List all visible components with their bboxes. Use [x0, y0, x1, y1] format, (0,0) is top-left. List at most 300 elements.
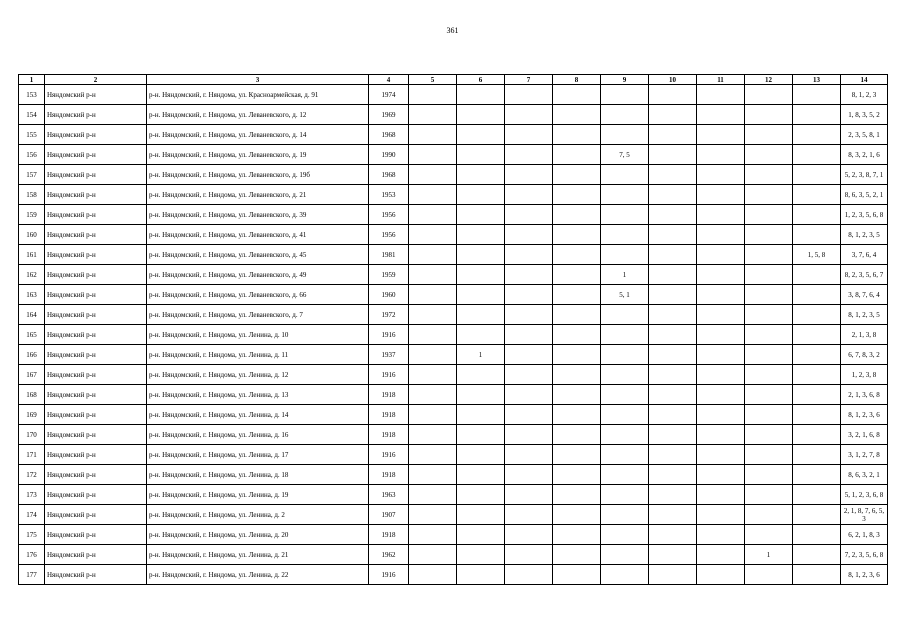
cell-col-13 [793, 425, 841, 445]
cell-col-10 [649, 305, 697, 325]
address-cell: р-н. Няндомский, г. Няндома, ул. Ленина, д. 13 [147, 385, 369, 405]
cell-col-6 [457, 305, 505, 325]
year-cell: 1918 [369, 425, 409, 445]
column-header-12: 12 [745, 75, 793, 85]
cell-col-5 [409, 225, 457, 245]
codes-cell: 6, 2, 1, 8, 3 [841, 525, 888, 545]
district-cell: Няндомский р-н [45, 345, 147, 365]
table-row [19, 325, 888, 345]
cell-col-6 [457, 425, 505, 445]
cell-col-13 [793, 325, 841, 345]
cell-col-5 [409, 525, 457, 545]
cell-col-8 [553, 485, 601, 505]
district-cell: Няндомский р-н [45, 265, 147, 285]
codes-cell: 1, 8, 3, 5, 2 [841, 105, 888, 125]
district-cell: Няндомский р-н [45, 125, 147, 145]
row-number-cell: 156 [19, 145, 45, 165]
cell-col-11 [697, 245, 745, 265]
cell-col-11 [697, 105, 745, 125]
cell-col-11 [697, 145, 745, 165]
cell-col-7 [505, 565, 553, 585]
cell-col-13 [793, 445, 841, 465]
row-number-cell: 171 [19, 445, 45, 465]
cell-col-11 [697, 565, 745, 585]
cell-col-12 [745, 185, 793, 205]
codes-cell: 2, 1, 3, 8 [841, 325, 888, 345]
cell-col-8 [553, 265, 601, 285]
cell-col-6: 1 [457, 345, 505, 365]
cell-col-8 [553, 345, 601, 365]
cell-col-8 [553, 125, 601, 145]
cell-col-12 [745, 225, 793, 245]
year-cell: 1959 [369, 265, 409, 285]
cell-col-9 [601, 405, 649, 425]
address-cell: р-н. Няндомский, г. Няндома, ул. Красноармейская, д. 91 [147, 85, 369, 105]
cell-col-5 [409, 325, 457, 345]
cell-col-13 [793, 205, 841, 225]
cell-col-6 [457, 545, 505, 565]
address-cell: р-н. Няндомский, г. Няндома, ул. Ленина, д. 18 [147, 465, 369, 485]
address-cell: р-н. Няндомский, г. Няндома, ул. Леваневского, д. 19 [147, 145, 369, 165]
column-header-13: 13 [793, 75, 841, 85]
address-cell: р-н. Няндомский, г. Няндома, ул. Ленина, д. 20 [147, 525, 369, 545]
codes-cell: 2, 3, 5, 8, 1 [841, 125, 888, 145]
column-header-11: 11 [697, 75, 745, 85]
cell-col-11 [697, 445, 745, 465]
district-cell: Няндомский р-н [45, 525, 147, 545]
cell-col-8 [553, 525, 601, 545]
cell-col-8 [553, 245, 601, 265]
row-number-cell: 157 [19, 165, 45, 185]
cell-col-5 [409, 105, 457, 125]
cell-col-13 [793, 525, 841, 545]
row-number-cell: 161 [19, 245, 45, 265]
table-row [19, 425, 888, 445]
cell-col-9 [601, 85, 649, 105]
row-number-cell: 154 [19, 105, 45, 125]
year-cell: 1956 [369, 225, 409, 245]
cell-col-11 [697, 345, 745, 365]
cell-col-6 [457, 225, 505, 245]
year-cell: 1916 [369, 445, 409, 465]
row-number-cell: 167 [19, 365, 45, 385]
year-cell: 1907 [369, 505, 409, 525]
year-cell: 1968 [369, 165, 409, 185]
cell-col-13 [793, 225, 841, 245]
header-row [19, 75, 888, 85]
codes-cell: 5, 1, 2, 3, 6, 8 [841, 485, 888, 505]
cell-col-9 [601, 565, 649, 585]
cell-col-13 [793, 345, 841, 365]
cell-col-5 [409, 365, 457, 385]
codes-cell: 1, 2, 3, 8 [841, 365, 888, 385]
cell-col-11 [697, 485, 745, 505]
cell-col-6 [457, 145, 505, 165]
codes-cell: 8, 1, 2, 3, 6 [841, 405, 888, 425]
codes-cell: 8, 3, 2, 1, 6 [841, 145, 888, 165]
address-cell: р-н. Няндомский, г. Няндома, ул. Ленина, д. 19 [147, 485, 369, 505]
cell-col-12 [745, 125, 793, 145]
cell-col-9 [601, 385, 649, 405]
address-cell: р-н. Няндомский, г. Няндома, ул. Леваневского, д. 45 [147, 245, 369, 265]
address-cell: р-н. Няндомский, г. Няндома, ул. Леваневского, д. 41 [147, 225, 369, 245]
cell-col-8 [553, 405, 601, 425]
cell-col-11 [697, 385, 745, 405]
column-header-7: 7 [505, 75, 553, 85]
cell-col-8 [553, 445, 601, 465]
cell-col-11 [697, 165, 745, 185]
table-row [19, 545, 888, 565]
cell-col-12 [745, 465, 793, 485]
row-number-cell: 165 [19, 325, 45, 345]
table-row [19, 185, 888, 205]
cell-col-10 [649, 245, 697, 265]
cell-col-7 [505, 305, 553, 325]
cell-col-7 [505, 505, 553, 525]
cell-col-12 [745, 85, 793, 105]
district-cell: Няндомский р-н [45, 145, 147, 165]
row-number-cell: 153 [19, 85, 45, 105]
table-row [19, 285, 888, 305]
cell-col-9 [601, 345, 649, 365]
cell-col-9 [601, 465, 649, 485]
district-cell: Няндомский р-н [45, 85, 147, 105]
table-row [19, 345, 888, 365]
row-number-cell: 159 [19, 205, 45, 225]
cell-col-11 [697, 225, 745, 245]
cell-col-8 [553, 165, 601, 185]
cell-col-11 [697, 285, 745, 305]
cell-col-13 [793, 485, 841, 505]
row-number-cell: 177 [19, 565, 45, 585]
cell-col-10 [649, 425, 697, 445]
cell-col-5 [409, 185, 457, 205]
cell-col-7 [505, 105, 553, 125]
table-row [19, 165, 888, 185]
cell-col-5 [409, 205, 457, 225]
cell-col-7 [505, 265, 553, 285]
cell-col-5 [409, 465, 457, 485]
codes-cell: 8, 1, 2, 3 [841, 85, 888, 105]
cell-col-8 [553, 105, 601, 125]
district-cell: Няндомский р-н [45, 225, 147, 245]
cell-col-7 [505, 365, 553, 385]
row-number-cell: 172 [19, 465, 45, 485]
table-row [19, 145, 888, 165]
codes-cell: 2, 1, 8, 7, 6, 5, 3 [841, 505, 888, 525]
cell-col-8 [553, 365, 601, 385]
cell-col-13 [793, 465, 841, 485]
column-header-2: 2 [45, 75, 147, 85]
table-row [19, 445, 888, 465]
year-cell: 1960 [369, 285, 409, 305]
cell-col-12 [745, 205, 793, 225]
cell-col-6 [457, 125, 505, 145]
cell-col-10 [649, 225, 697, 245]
address-cell: р-н. Няндомский, г. Няндома, ул. Леваневского, д. 66 [147, 285, 369, 305]
table-row [19, 265, 888, 285]
cell-col-9 [601, 505, 649, 525]
column-header-8: 8 [553, 75, 601, 85]
codes-cell: 1, 2, 3, 5, 6, 8 [841, 205, 888, 225]
district-cell: Няндомский р-н [45, 465, 147, 485]
address-cell: р-н. Няндомский, г. Няндома, ул. Леваневского, д. 7 [147, 305, 369, 325]
column-header-5: 5 [409, 75, 457, 85]
cell-col-13 [793, 105, 841, 125]
cell-col-7 [505, 285, 553, 305]
cell-col-10 [649, 145, 697, 165]
cell-col-7 [505, 145, 553, 165]
cell-col-8 [553, 385, 601, 405]
address-cell: р-н. Няндомский, г. Няндома, ул. Ленина, д. 10 [147, 325, 369, 345]
address-cell: р-н. Няндомский, г. Няндома, ул. Ленина, д. 14 [147, 405, 369, 425]
cell-col-12 [745, 425, 793, 445]
cell-col-6 [457, 185, 505, 205]
year-cell: 1916 [369, 565, 409, 585]
cell-col-7 [505, 85, 553, 105]
address-cell: р-н. Няндомский, г. Няндома, ул. Леваневского, д. 14 [147, 125, 369, 145]
year-cell: 1974 [369, 85, 409, 105]
cell-col-6 [457, 165, 505, 185]
cell-col-8 [553, 465, 601, 485]
codes-cell: 8, 6, 3, 2, 1 [841, 465, 888, 485]
codes-cell: 6, 7, 8, 3, 2 [841, 345, 888, 365]
cell-col-9 [601, 425, 649, 445]
cell-col-5 [409, 145, 457, 165]
district-cell: Няндомский р-н [45, 405, 147, 425]
column-header-14: 14 [841, 75, 888, 85]
cell-col-9 [601, 165, 649, 185]
cell-col-6 [457, 265, 505, 285]
row-number-cell: 166 [19, 345, 45, 365]
cell-col-10 [649, 285, 697, 305]
table-row [19, 485, 888, 505]
cell-col-9 [601, 325, 649, 345]
row-number-cell: 155 [19, 125, 45, 145]
column-header-3: 3 [147, 75, 369, 85]
cell-col-10 [649, 345, 697, 365]
year-cell: 1953 [369, 185, 409, 205]
row-number-cell: 174 [19, 505, 45, 525]
address-cell: р-н. Няндомский, г. Няндома, ул. Леваневского, д. 49 [147, 265, 369, 285]
cell-col-11 [697, 125, 745, 145]
district-cell: Няндомский р-н [45, 425, 147, 445]
cell-col-7 [505, 345, 553, 365]
cell-col-7 [505, 205, 553, 225]
district-cell: Няндомский р-н [45, 385, 147, 405]
cell-col-11 [697, 465, 745, 485]
table-row [19, 305, 888, 325]
cell-col-12 [745, 445, 793, 465]
table-row [19, 245, 888, 265]
district-cell: Няндомский р-н [45, 165, 147, 185]
register-table [18, 74, 888, 585]
year-cell: 1969 [369, 105, 409, 125]
district-cell: Няндомский р-н [45, 105, 147, 125]
cell-col-5 [409, 305, 457, 325]
cell-col-5 [409, 125, 457, 145]
district-cell: Няндомский р-н [45, 185, 147, 205]
cell-col-12 [745, 325, 793, 345]
cell-col-11 [697, 405, 745, 425]
cell-col-6 [457, 85, 505, 105]
cell-col-9: 5, 1 [601, 285, 649, 305]
cell-col-13 [793, 365, 841, 385]
address-cell: р-н. Няндомский, г. Няндома, ул. Ленина, д. 16 [147, 425, 369, 445]
column-header-1: 1 [19, 75, 45, 85]
cell-col-8 [553, 205, 601, 225]
address-cell: р-н. Няндомский, г. Няндома, ул. Ленина, д. 2 [147, 505, 369, 525]
cell-col-5 [409, 485, 457, 505]
cell-col-10 [649, 385, 697, 405]
cell-col-9 [601, 125, 649, 145]
table-row [19, 385, 888, 405]
cell-col-8 [553, 565, 601, 585]
year-cell: 1918 [369, 465, 409, 485]
cell-col-13 [793, 265, 841, 285]
cell-col-7 [505, 485, 553, 505]
table-row [19, 105, 888, 125]
cell-col-11 [697, 525, 745, 545]
table-row [19, 465, 888, 485]
address-cell: р-н. Няндомский, г. Няндома, ул. Ленина, д. 22 [147, 565, 369, 585]
year-cell: 1937 [369, 345, 409, 365]
cell-col-13 [793, 285, 841, 305]
cell-col-5 [409, 545, 457, 565]
row-number-cell: 173 [19, 485, 45, 505]
year-cell: 1918 [369, 385, 409, 405]
row-number-cell: 158 [19, 185, 45, 205]
cell-col-10 [649, 165, 697, 185]
codes-cell: 7, 2, 3, 5, 6, 8 [841, 545, 888, 565]
row-number-cell: 169 [19, 405, 45, 425]
cell-col-7 [505, 385, 553, 405]
cell-col-6 [457, 405, 505, 425]
cell-col-11 [697, 185, 745, 205]
district-cell: Няндомский р-н [45, 285, 147, 305]
cell-col-10 [649, 445, 697, 465]
cell-col-6 [457, 525, 505, 545]
cell-col-8 [553, 305, 601, 325]
cell-col-13 [793, 385, 841, 405]
cell-col-10 [649, 325, 697, 345]
column-header-6: 6 [457, 75, 505, 85]
cell-col-12 [745, 145, 793, 165]
table-body [19, 85, 888, 585]
cell-col-7 [505, 445, 553, 465]
cell-col-12 [745, 525, 793, 545]
row-number-cell: 164 [19, 305, 45, 325]
cell-col-9 [601, 245, 649, 265]
cell-col-5 [409, 85, 457, 105]
cell-col-7 [505, 225, 553, 245]
row-number-cell: 162 [19, 265, 45, 285]
codes-cell: 2, 1, 3, 6, 8 [841, 385, 888, 405]
cell-col-12 [745, 245, 793, 265]
cell-col-7 [505, 405, 553, 425]
cell-col-6 [457, 565, 505, 585]
cell-col-9: 1 [601, 265, 649, 285]
cell-col-5 [409, 265, 457, 285]
cell-col-13 [793, 405, 841, 425]
cell-col-13 [793, 505, 841, 525]
cell-col-12 [745, 365, 793, 385]
cell-col-10 [649, 485, 697, 505]
row-number-cell: 168 [19, 385, 45, 405]
cell-col-6 [457, 245, 505, 265]
codes-cell: 3, 1, 2, 7, 8 [841, 445, 888, 465]
codes-cell: 8, 2, 3, 5, 6, 7 [841, 265, 888, 285]
table-row [19, 225, 888, 245]
row-number-cell: 160 [19, 225, 45, 245]
table-row [19, 365, 888, 385]
cell-col-6 [457, 465, 505, 485]
year-cell: 1981 [369, 245, 409, 265]
table-row [19, 85, 888, 105]
address-cell: р-н. Няндомский, г. Няндома, ул. Ленина, д. 12 [147, 365, 369, 385]
address-cell: р-н. Няндомский, г. Няндома, ул. Леваневского, д. 21 [147, 185, 369, 205]
address-cell: р-н. Няндомский, г. Няндома, ул. Ленина, д. 11 [147, 345, 369, 365]
year-cell: 1918 [369, 405, 409, 425]
cell-col-9 [601, 305, 649, 325]
cell-col-12 [745, 345, 793, 365]
cell-col-9 [601, 445, 649, 465]
cell-col-13 [793, 145, 841, 165]
table-row [19, 125, 888, 145]
cell-col-10 [649, 205, 697, 225]
cell-col-5 [409, 345, 457, 365]
cell-col-13 [793, 165, 841, 185]
column-header-10: 10 [649, 75, 697, 85]
district-cell: Няндомский р-н [45, 445, 147, 465]
cell-col-6 [457, 365, 505, 385]
cell-col-7 [505, 425, 553, 445]
cell-col-12 [745, 285, 793, 305]
year-cell: 1916 [369, 325, 409, 345]
cell-col-10 [649, 525, 697, 545]
cell-col-7 [505, 185, 553, 205]
table-row [19, 405, 888, 425]
cell-col-12 [745, 485, 793, 505]
cell-col-7 [505, 465, 553, 485]
cell-col-9 [601, 545, 649, 565]
cell-col-11 [697, 265, 745, 285]
codes-cell: 5, 2, 3, 8, 7, 1 [841, 165, 888, 185]
cell-col-5 [409, 245, 457, 265]
table-row [19, 525, 888, 545]
district-cell: Няндомский р-н [45, 305, 147, 325]
cell-col-9 [601, 225, 649, 245]
year-cell: 1962 [369, 545, 409, 565]
district-cell: Няндомский р-н [45, 205, 147, 225]
cell-col-10 [649, 185, 697, 205]
cell-col-5 [409, 285, 457, 305]
row-number-cell: 176 [19, 545, 45, 565]
cell-col-7 [505, 545, 553, 565]
cell-col-11 [697, 85, 745, 105]
year-cell: 1918 [369, 525, 409, 545]
codes-cell: 3, 8, 7, 6, 4 [841, 285, 888, 305]
cell-col-5 [409, 505, 457, 525]
cell-col-8 [553, 225, 601, 245]
codes-cell: 3, 2, 1, 6, 8 [841, 425, 888, 445]
cell-col-8 [553, 85, 601, 105]
cell-col-9: 7, 5 [601, 145, 649, 165]
cell-col-13 [793, 545, 841, 565]
district-cell: Няндомский р-н [45, 485, 147, 505]
address-cell: р-н. Няндомский, г. Няндома, ул. Леваневского, д. 19б [147, 165, 369, 185]
cell-col-8 [553, 285, 601, 305]
